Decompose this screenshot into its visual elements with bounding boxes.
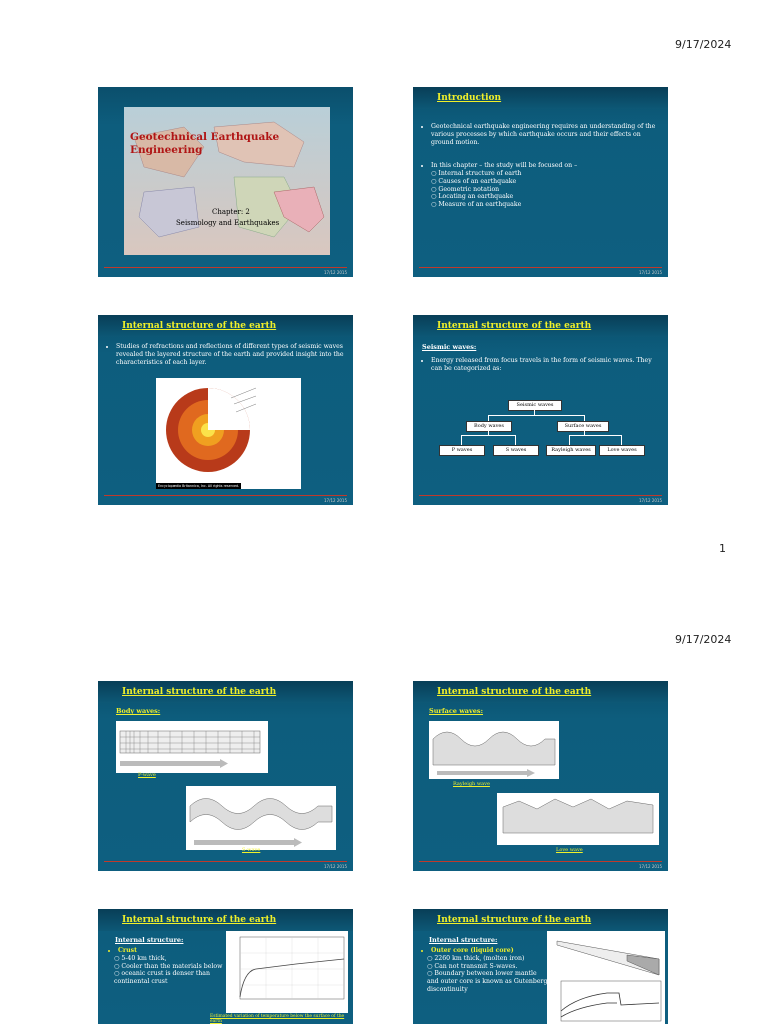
- slide-crust: [98, 909, 353, 1024]
- footer-line: [104, 861, 347, 862]
- slide-title-text: Internal structure of the earth: [437, 687, 592, 697]
- temperature-curve-icon: [226, 931, 348, 1013]
- subheading: Internal structure:: [429, 936, 498, 944]
- s-wave-image: [186, 786, 336, 850]
- slide-footer: 17/12 2015: [324, 270, 347, 275]
- slide-introduction: [413, 87, 668, 277]
- slide-body-waves: [98, 681, 353, 871]
- slide-title-text: Introduction: [437, 93, 502, 103]
- velocity-profile-icon: [547, 931, 665, 1024]
- tree-connector: [569, 435, 621, 436]
- list-item: ○ Locating an earthquake: [431, 193, 661, 201]
- footer-line: [419, 495, 662, 496]
- tree-node-s-waves: S waves: [493, 445, 539, 456]
- p-wave-diagram-icon: [116, 721, 268, 773]
- slide-surface-waves: [413, 681, 668, 871]
- s-wave-caption: S-wave: [242, 847, 261, 853]
- bullet: • Geotechnical earthquake engineering requires an understanding of the various processes by which earthquake occurs and their effects on ground motion.: [431, 123, 661, 146]
- slide-outer-core: [413, 909, 668, 1024]
- love-wave-image: [497, 793, 659, 845]
- list-item: ○ Boundary between lower mantle and outer core is known as Gutenberg discontinuity: [427, 970, 549, 993]
- footer-line: [419, 861, 662, 862]
- rayleigh-wave-image: [429, 721, 559, 779]
- bullet: • In this chapter – the study will be focused on –: [431, 162, 661, 170]
- world-map-image: [124, 107, 330, 255]
- list-item: ○ Cooler than the materials below: [114, 963, 228, 971]
- bullet: • Studies of refractions and reflections of different types of seismic waves revealed the layered structure of the earth and provided insight into the characteristics of each layer.: [116, 343, 346, 366]
- temperature-chart-image: [226, 931, 348, 1013]
- image-credit: Encyclopædia Britannica, Inc. All rights reserved.: [158, 484, 240, 488]
- tree-node-love-waves: Love waves: [599, 445, 645, 456]
- slide-main-title: Geotechnical Earthquake Engineering: [130, 131, 280, 156]
- chart-caption: Estimated variation of temperature below the surface of the earth: [210, 1014, 345, 1024]
- subheading: Internal structure:: [115, 936, 184, 944]
- page2-date: 9/17/2024: [675, 633, 732, 646]
- slide-title-text: Internal structure of the earth: [122, 915, 277, 925]
- slide-footer: 17/12 2015: [324, 498, 347, 503]
- subheading: Surface waves:: [429, 707, 483, 715]
- earth-layers-image: [156, 378, 301, 489]
- list-item: ○ Causes of an earthquake: [431, 178, 661, 186]
- slide-footer: 17/12 2015: [324, 864, 347, 869]
- slide-title: [98, 87, 353, 277]
- tree-connector: [515, 435, 516, 445]
- tree-connector: [569, 435, 570, 445]
- slide-internal-structure: [98, 315, 353, 505]
- slide-body: [106, 343, 346, 366]
- page1-date: 9/17/2024: [675, 38, 732, 51]
- slide-body: [108, 947, 228, 986]
- slide-body: [421, 947, 549, 994]
- tree-node-body-waves: Body waves: [466, 421, 512, 432]
- tree-root: Seismic waves: [508, 400, 562, 411]
- tree-connector: [488, 415, 584, 416]
- tree-connector: [461, 435, 515, 436]
- earth-cross-section-icon: [156, 378, 301, 489]
- love-wave-caption: Love wave: [556, 847, 583, 853]
- s-wave-diagram-icon: [186, 786, 336, 850]
- slide-seismic-waves: [413, 315, 668, 505]
- list-item: ○ oceanic crust is denser than continental crust: [114, 970, 228, 986]
- bullet: • Crust: [118, 947, 228, 955]
- bullet: • Outer core (liquid core): [431, 947, 549, 955]
- slide-footer: 17/12 2015: [639, 270, 662, 275]
- slide-title-text: Internal structure of the earth: [122, 687, 277, 697]
- list-item: ○ 5-40 km thick,: [114, 955, 228, 963]
- tree-node-p-waves: P waves: [439, 445, 485, 456]
- slide-body: [421, 123, 661, 209]
- slide-footer: 17/12 2015: [639, 864, 662, 869]
- tree-node-rayleigh-waves: Rayleigh waves: [546, 445, 596, 456]
- footer-line: [104, 267, 347, 268]
- world-map-icon: [124, 107, 330, 255]
- list-item: ○ 2260 km thick, (molten iron): [427, 955, 549, 963]
- footer-line: [104, 495, 347, 496]
- list-item: ○ Measure of an earthquake: [431, 201, 661, 209]
- tree-connector: [621, 435, 622, 445]
- bullet: • Energy released from focus travels in the form of seismic waves. They can be categorized as:: [431, 357, 661, 373]
- chapter-label: Chapter: 2: [212, 208, 250, 216]
- slide-title-text: Internal structure of the earth: [122, 321, 277, 331]
- rayleigh-wave-caption: Rayleigh wave: [453, 781, 490, 787]
- tree-node-surface-waves: Surface waves: [557, 421, 609, 432]
- page1-number: 1: [719, 542, 726, 555]
- p-wave-image: [116, 721, 268, 773]
- love-wave-diagram-icon: [497, 793, 659, 845]
- list-item: ○ Can not transmit S-waves.: [427, 963, 549, 971]
- p-wave-caption: P-wave: [138, 772, 156, 778]
- list-item: ○ Geometric notation: [431, 186, 661, 194]
- slide-footer: 17/12 2015: [639, 498, 662, 503]
- footer-line: [419, 267, 662, 268]
- subheading: Seismic waves:: [422, 343, 477, 351]
- slide-body: [421, 357, 661, 373]
- subheading: Body waves:: [116, 707, 161, 715]
- chapter-subtitle: Seismology and Earthquakes: [176, 219, 280, 227]
- core-diagram-image: [547, 931, 665, 1024]
- slide-title-text: Internal structure of the earth: [437, 321, 592, 331]
- slide-title-text: Internal structure of the earth: [437, 915, 592, 925]
- rayleigh-wave-diagram-icon: [429, 721, 559, 779]
- list-item: ○ Internal structure of earth: [431, 170, 661, 178]
- tree-connector: [461, 435, 462, 445]
